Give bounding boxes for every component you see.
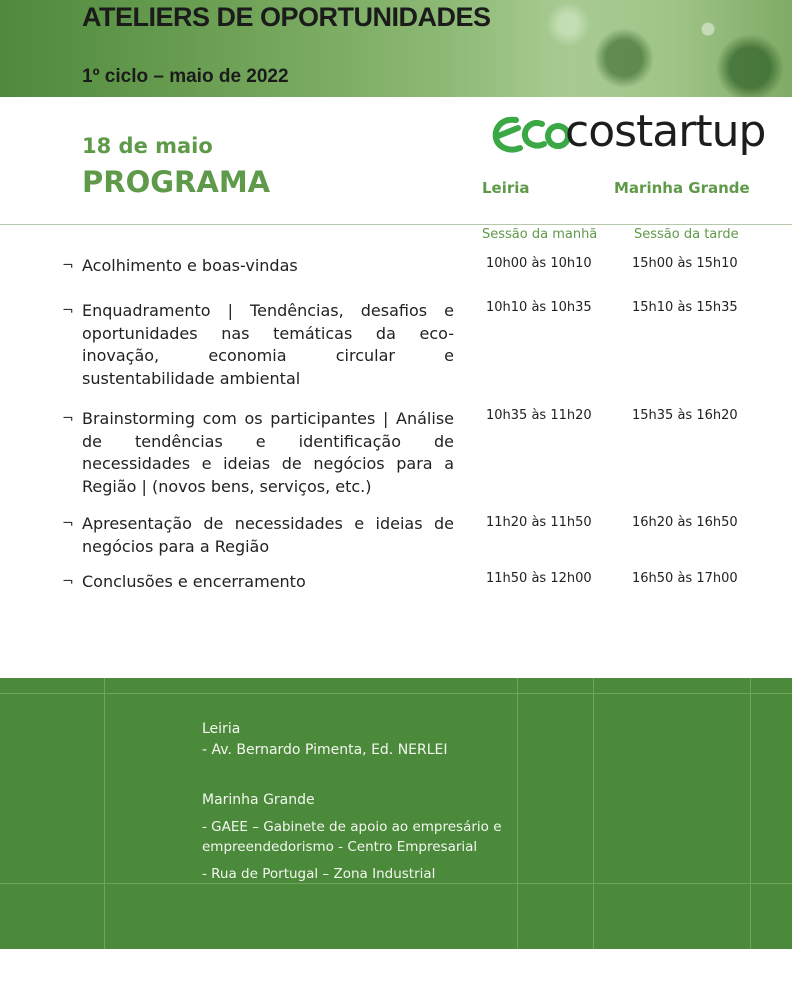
eco-logo-mark-icon	[490, 108, 570, 160]
footer-leiria-address: - Av. Bernardo Pimenta, Ed. NERLEI	[202, 742, 448, 758]
column-header-leiria: Leiria	[482, 179, 530, 197]
bullet-mark: ¬	[62, 411, 74, 427]
footer-grid-line	[750, 678, 751, 949]
bullet-mark: ¬	[62, 516, 74, 532]
footer-mg-line1: - GAEE – Gabinete de apoio ao empresário e	[202, 819, 502, 835]
session-morning-header: Sessão da manhã	[482, 227, 598, 242]
time-afternoon: 16h20 às 16h50	[632, 515, 738, 530]
program-item-label: Enquadramento | Tendências, desafios e oportunidades nas temáticas da eco-inovação, economia circular e sustentabilidade ambiental	[82, 301, 454, 388]
footer-mg-title: Marinha Grande	[202, 792, 315, 808]
logo-wordmark: costartup	[565, 106, 766, 157]
time-morning: 11h50 às 12h00	[486, 571, 592, 586]
program-item-label: Conclusões e encerramento	[82, 572, 306, 591]
footer-locations	[0, 678, 792, 949]
time-afternoon: 15h00 às 15h10	[632, 256, 738, 271]
time-morning: 11h20 às 11h50	[486, 515, 592, 530]
bullet-mark: ¬	[62, 303, 74, 319]
program-item	[62, 513, 454, 558]
footer-mg-line2: empreendedorismo - Centro Empresarial	[202, 839, 478, 855]
time-morning: 10h00 às 10h10	[486, 256, 592, 271]
program-title: PROGRAMA	[82, 165, 271, 199]
time-afternoon: 15h10 às 15h35	[632, 300, 738, 315]
banner-title: ATELIERS DE OPORTUNIDADES	[82, 2, 491, 32]
footer-leiria-title: Leiria	[202, 721, 241, 737]
program-item-label: Apresentação de necessidades e ideias de negócios para a Região	[82, 514, 454, 556]
session-afternoon-header: Sessão da tarde	[634, 227, 739, 242]
program-item	[62, 571, 454, 594]
column-header-marinha-grande: Marinha Grande	[614, 179, 750, 197]
banner-subtitle: 1º ciclo – maio de 2022	[82, 66, 289, 87]
time-morning: 10h10 às 10h35	[486, 300, 592, 315]
footer-grid-line	[593, 678, 594, 949]
program-item	[62, 408, 454, 498]
time-afternoon: 15h35 às 16h20	[632, 408, 738, 423]
time-afternoon: 16h50 às 17h00	[632, 571, 738, 586]
bullet-mark: ¬	[62, 258, 74, 274]
footer-grid-line	[517, 678, 518, 949]
program-item-label: Acolhimento e boas-vindas	[82, 256, 298, 275]
footer-grid-line	[0, 883, 792, 884]
time-morning: 10h35 às 11h20	[486, 408, 592, 423]
divider-line	[0, 224, 792, 225]
program-item	[62, 255, 454, 278]
ecostartup-logo	[490, 106, 766, 160]
header-banner	[0, 0, 792, 97]
bullet-mark: ¬	[62, 574, 74, 590]
event-date: 18 de maio	[82, 134, 213, 158]
footer-grid-line	[104, 678, 105, 949]
footer-mg-line3: - Rua de Portugal – Zona Industrial	[202, 866, 436, 882]
program-item-label: Brainstorming com os participantes | Análise de tendências e identificação de necessidades e ideias de negócios para a Região | (novos bens, serviços, etc.)	[82, 409, 454, 496]
footer-grid-line	[0, 693, 792, 694]
program-item	[62, 300, 454, 390]
